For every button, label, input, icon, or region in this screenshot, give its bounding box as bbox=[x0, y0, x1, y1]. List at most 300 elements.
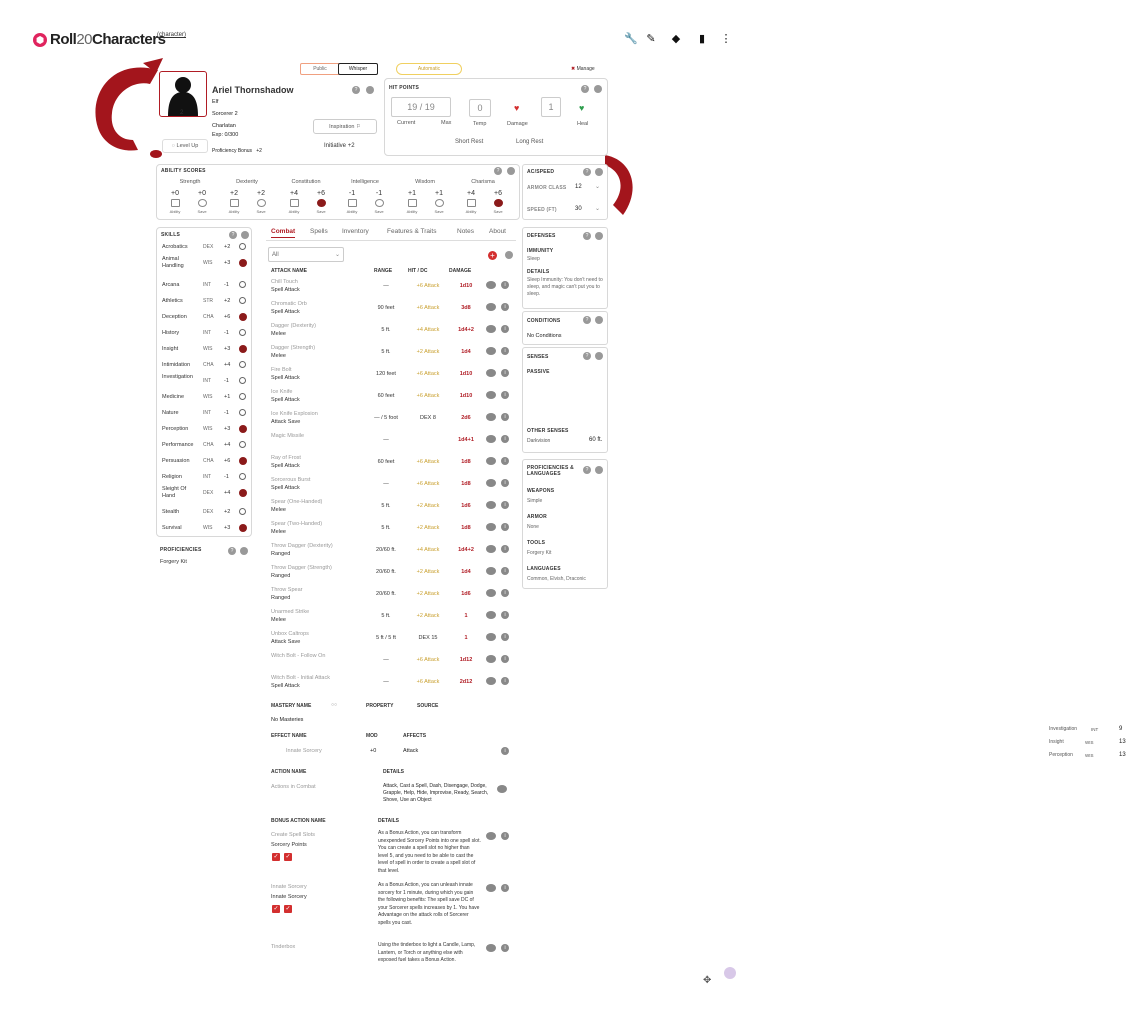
attack-row[interactable] bbox=[270, 321, 515, 343]
attack-damage[interactable]: 1 bbox=[464, 613, 468, 619]
chat-icon[interactable] bbox=[486, 303, 496, 311]
attack-hit[interactable]: +4 Attack bbox=[416, 547, 440, 553]
info-icon[interactable]: i bbox=[501, 655, 509, 663]
bonus-action-name: Innate Sorcery bbox=[271, 884, 307, 890]
ability-score[interactable] bbox=[429, 190, 449, 214]
skill-modifier: +4 bbox=[224, 362, 231, 368]
skill-row[interactable] bbox=[160, 375, 250, 389]
senses-gear-icon[interactable] bbox=[595, 352, 603, 360]
info-icon[interactable]: i bbox=[501, 479, 509, 487]
attack-type: Melee bbox=[271, 507, 286, 513]
skill-proficiency-icon[interactable] bbox=[239, 457, 247, 467]
heal-label: Heal bbox=[577, 121, 589, 127]
hp-title: HIT POINTS bbox=[389, 85, 420, 91]
skill-proficiency-icon[interactable] bbox=[239, 281, 246, 290]
skill-proficiency-icon[interactable] bbox=[239, 259, 247, 269]
conditions-gear-icon[interactable] bbox=[595, 316, 603, 324]
attack-hit[interactable]: +2 Attack bbox=[416, 591, 440, 597]
attack-damage[interactable]: 1d4+1 bbox=[458, 437, 474, 443]
attack-range: — / 5 foot bbox=[374, 415, 398, 421]
chat-icon[interactable] bbox=[486, 832, 496, 840]
skill-proficiency-icon[interactable] bbox=[239, 441, 246, 450]
attack-row[interactable] bbox=[270, 629, 515, 651]
save-check-icon[interactable] bbox=[435, 199, 444, 207]
inspiration-button[interactable] bbox=[313, 119, 377, 134]
skill-name: Intimidation bbox=[162, 362, 191, 368]
skill-name: Acrobatics bbox=[162, 244, 188, 250]
conditions-value: No Conditions bbox=[527, 333, 562, 339]
info-icon[interactable]: i bbox=[501, 413, 509, 421]
damage-heart-icon[interactable]: ♥ bbox=[514, 103, 520, 113]
skill-name: Sleight Of Hand bbox=[162, 486, 187, 499]
initiative-value: +2 bbox=[347, 143, 355, 149]
skills-help-icon[interactable]: ? bbox=[229, 231, 237, 239]
short-rest-button[interactable]: Short Rest bbox=[455, 139, 484, 145]
skill-row[interactable] bbox=[160, 359, 250, 373]
proficiencies-title: PROFICIENCIES bbox=[160, 547, 202, 553]
help-icon[interactable]: ? bbox=[352, 86, 360, 94]
chat-icon[interactable] bbox=[486, 281, 496, 289]
initiative[interactable] bbox=[324, 143, 355, 149]
ac-chevron-icon[interactable]: ⌄ bbox=[595, 184, 601, 190]
hp-help-icon[interactable]: ? bbox=[581, 85, 589, 93]
skill-proficiency-icon[interactable] bbox=[239, 345, 247, 355]
chat-icon[interactable] bbox=[486, 884, 496, 892]
attack-hit[interactable]: +6 Attack bbox=[416, 283, 440, 289]
chat-icon[interactable] bbox=[486, 347, 496, 355]
proficient-icon bbox=[239, 425, 247, 433]
ability-score[interactable] bbox=[402, 190, 422, 214]
chat-icon[interactable] bbox=[486, 435, 496, 443]
chat-icon[interactable] bbox=[486, 523, 496, 531]
skill-proficiency-icon[interactable] bbox=[239, 377, 246, 386]
attack-hit[interactable]: +2 Attack bbox=[416, 569, 440, 575]
tab-spells[interactable]: Spells bbox=[310, 228, 328, 235]
ability-score[interactable] bbox=[192, 190, 212, 214]
skill-row[interactable] bbox=[160, 522, 250, 536]
attack-type: Spell Attack bbox=[271, 397, 300, 403]
ability-score[interactable] bbox=[224, 190, 244, 214]
edit-icon[interactable]: ✎ bbox=[646, 33, 656, 45]
attack-damage[interactable]: 2d12 bbox=[459, 679, 473, 685]
attack-row[interactable] bbox=[270, 365, 515, 387]
use-checkbox[interactable]: ✓ bbox=[273, 906, 279, 912]
attack-hit[interactable]: +4 Attack bbox=[416, 327, 440, 333]
attack-damage[interactable]: 1d4 bbox=[461, 569, 471, 575]
ability-score[interactable] bbox=[251, 190, 271, 214]
attack-gear-icon[interactable] bbox=[505, 251, 513, 259]
skill-proficiency-icon[interactable] bbox=[239, 409, 246, 418]
attack-damage[interactable]: 1d10 bbox=[459, 371, 473, 377]
conditions-help-icon[interactable]: ? bbox=[583, 316, 591, 324]
not-proficient-icon bbox=[239, 361, 246, 368]
chat-icon[interactable] bbox=[486, 479, 496, 487]
proficient-icon bbox=[239, 489, 247, 497]
ability-check-icon[interactable] bbox=[467, 199, 476, 207]
skill-row[interactable] bbox=[160, 311, 250, 325]
attack-row[interactable] bbox=[270, 651, 515, 673]
tab-features-traits[interactable]: Features & Traits bbox=[387, 228, 437, 235]
tab-notes[interactable]: Notes bbox=[457, 228, 474, 235]
ability-title: ABILITY SCORES bbox=[161, 168, 206, 174]
skill-row[interactable] bbox=[160, 327, 250, 341]
skill-proficiency-icon[interactable] bbox=[239, 313, 247, 323]
chat-icon[interactable] bbox=[486, 413, 496, 421]
senses-help-icon[interactable]: ? bbox=[583, 352, 591, 360]
attack-row[interactable] bbox=[270, 497, 515, 519]
conditions-title: CONDITIONS bbox=[527, 318, 561, 324]
skill-row[interactable] bbox=[160, 279, 250, 293]
attack-hit[interactable]: +2 Attack bbox=[416, 503, 440, 509]
skill-ability: INT bbox=[203, 410, 212, 416]
proficiency-value: +2 bbox=[256, 148, 262, 154]
info-icon[interactable]: i bbox=[501, 391, 509, 399]
whisper-toggle[interactable]: Whisper bbox=[338, 63, 378, 75]
attack-hit[interactable]: +2 Attack bbox=[416, 349, 440, 355]
info-icon[interactable]: i bbox=[501, 677, 509, 685]
attack-name-header: ATTACK NAME bbox=[271, 268, 307, 274]
brand-logo[interactable]: Roll20Characters bbox=[50, 31, 166, 48]
info-icon[interactable]: i bbox=[501, 832, 509, 840]
chat-icon[interactable] bbox=[486, 457, 496, 465]
info-icon[interactable]: i bbox=[501, 884, 509, 892]
character-link[interactable]: (character) bbox=[157, 32, 187, 38]
attack-name: Throw Dagger (Strength) bbox=[271, 565, 332, 571]
attack-damage[interactable]: 1d4 bbox=[461, 349, 471, 355]
attack-damage[interactable]: 1d6 bbox=[461, 503, 471, 509]
hp-gear-icon[interactable] bbox=[594, 85, 602, 93]
info-icon[interactable]: i bbox=[501, 457, 509, 465]
damage-label: Damage bbox=[507, 121, 528, 127]
attack-damage[interactable]: 1d12 bbox=[459, 657, 473, 663]
attack-name: Ray of Frost bbox=[271, 455, 301, 461]
attack-range: 5 ft. bbox=[381, 613, 391, 619]
attack-damage[interactable]: 1d4+2 bbox=[458, 327, 474, 333]
ability-check-icon[interactable] bbox=[348, 199, 357, 207]
source-header: SOURCE bbox=[417, 703, 439, 709]
attack-hit[interactable]: +2 Attack bbox=[416, 613, 440, 619]
attack-row[interactable] bbox=[270, 343, 515, 365]
attack-damage[interactable]: 1d8 bbox=[461, 459, 471, 465]
skill-ability: CHA bbox=[203, 314, 214, 320]
hp-amount-input[interactable]: 1 bbox=[541, 97, 561, 117]
attack-filter-select[interactable] bbox=[268, 247, 344, 262]
ability-score[interactable] bbox=[284, 190, 304, 214]
avatar-level: 2 bbox=[180, 110, 184, 116]
skill-row[interactable] bbox=[160, 455, 250, 469]
info-icon[interactable]: i bbox=[501, 523, 509, 531]
ability-score[interactable] bbox=[369, 190, 389, 214]
attack-range: — bbox=[383, 481, 389, 487]
attack-range: 20/60 ft. bbox=[376, 569, 396, 575]
defenses-help-icon[interactable]: ? bbox=[583, 232, 591, 240]
skill-row[interactable] bbox=[160, 471, 250, 485]
tab-about[interactable]: About bbox=[489, 228, 506, 235]
ability-score-value: +2 bbox=[230, 190, 238, 197]
armor-class-label: ARMOR CLASS bbox=[527, 185, 567, 191]
skill-row[interactable] bbox=[160, 487, 250, 501]
skill-row[interactable] bbox=[160, 407, 250, 421]
attack-row[interactable] bbox=[270, 387, 515, 409]
save-check-icon[interactable] bbox=[317, 199, 326, 207]
chat-icon[interactable] bbox=[486, 501, 496, 509]
info-icon[interactable]: i bbox=[501, 633, 509, 641]
not-proficient-icon bbox=[239, 329, 246, 336]
info-icon[interactable]: i bbox=[501, 281, 509, 289]
manage-button[interactable] bbox=[571, 66, 595, 72]
skill-row[interactable] bbox=[160, 343, 250, 357]
attack-name: Ice Knife Explosion bbox=[271, 411, 318, 417]
bonus-details-header: DETAILS bbox=[378, 818, 400, 824]
skill-proficiency-icon[interactable] bbox=[239, 361, 246, 370]
attack-range: 20/60 ft. bbox=[376, 547, 396, 553]
not-proficient-icon bbox=[239, 441, 246, 448]
chat-icon[interactable] bbox=[486, 369, 496, 377]
ability-check-icon[interactable] bbox=[408, 199, 417, 207]
chat-icon[interactable] bbox=[486, 325, 496, 333]
attack-hit[interactable]: DEX 15 bbox=[418, 635, 438, 641]
wrench-icon[interactable]: 🔧 bbox=[624, 33, 638, 45]
attack-hit[interactable]: +6 Attack bbox=[416, 371, 440, 377]
hp-current-max[interactable] bbox=[391, 97, 451, 117]
defenses-title: DEFENSES bbox=[527, 233, 556, 239]
ability-score-value: +1 bbox=[408, 190, 416, 197]
chat-icon[interactable] bbox=[486, 677, 496, 685]
avatar[interactable] bbox=[159, 71, 207, 117]
skill-ability: CHA bbox=[203, 362, 214, 368]
skill-proficiency-icon[interactable] bbox=[239, 297, 246, 306]
chat-icon[interactable] bbox=[486, 633, 496, 641]
profpanel-gear-icon[interactable] bbox=[595, 466, 603, 474]
ability-sub-label: Save bbox=[434, 209, 444, 214]
info-icon[interactable]: i bbox=[501, 589, 509, 597]
ability-sub-label: Save bbox=[374, 209, 384, 214]
level-up-button[interactable] bbox=[162, 139, 208, 153]
attack-damage[interactable]: 1 bbox=[464, 635, 468, 641]
bonus-action-details: As a Bonus Action, you can unleash innate sorcery for 1 minute, during which you gain the following benefits: The spell save DC of your Sorcerer spells increases by 1. You have Advantage on the attack rolls of Sorcerer spells you cast. bbox=[378, 882, 480, 926]
tab-combat[interactable]: Combat bbox=[271, 228, 295, 238]
extension-icon[interactable] bbox=[724, 967, 736, 979]
effect-info-icon[interactable]: i bbox=[501, 747, 509, 755]
save-check-icon[interactable] bbox=[257, 199, 266, 207]
info-icon[interactable]: i bbox=[501, 944, 509, 952]
ac-help-icon[interactable]: ? bbox=[583, 168, 591, 176]
skill-proficiency-icon[interactable] bbox=[239, 425, 247, 435]
info-icon[interactable]: i bbox=[501, 435, 509, 443]
attack-range: — bbox=[383, 657, 389, 663]
tabs-divider bbox=[266, 240, 516, 241]
attack-name: Unarmed Strike bbox=[271, 609, 310, 615]
attack-hit[interactable]: +6 Attack bbox=[416, 305, 440, 311]
attack-hit[interactable]: +6 Attack bbox=[416, 459, 440, 465]
attack-range: 5 ft / 5 ft bbox=[376, 635, 396, 641]
attack-type: Spell Attack bbox=[271, 309, 300, 315]
book-icon[interactable]: ▮ bbox=[698, 33, 706, 45]
use-checkbox[interactable]: ✓ bbox=[285, 906, 291, 912]
ability-score[interactable] bbox=[461, 190, 481, 214]
skill-ability: WIS bbox=[203, 394, 213, 400]
filter-value: All bbox=[272, 252, 279, 258]
info-icon[interactable]: i bbox=[501, 325, 509, 333]
attack-row[interactable] bbox=[270, 475, 515, 497]
speed-chevron-icon[interactable]: ⌄ bbox=[595, 206, 601, 212]
ability-gear-icon[interactable] bbox=[507, 167, 515, 175]
proficient-icon bbox=[239, 313, 247, 321]
move-icon[interactable]: ✥ bbox=[703, 975, 712, 986]
skill-ability: WIS bbox=[203, 426, 213, 432]
ability-check-icon[interactable] bbox=[171, 199, 180, 207]
chat-icon[interactable] bbox=[486, 589, 496, 597]
add-attack-button[interactable]: + bbox=[488, 251, 497, 260]
character-class: Sorcerer 2 bbox=[212, 111, 238, 117]
attack-row[interactable] bbox=[270, 453, 515, 475]
attack-hit[interactable]: +6 Attack bbox=[416, 481, 440, 487]
chat-icon[interactable] bbox=[486, 944, 496, 952]
attack-name: Fire Bolt bbox=[271, 367, 292, 373]
attack-row[interactable] bbox=[270, 541, 515, 563]
skill-proficiency-icon[interactable] bbox=[239, 508, 246, 517]
proficiencies-languages-panel bbox=[522, 459, 608, 589]
info-icon[interactable]: i bbox=[501, 369, 509, 377]
attack-row[interactable] bbox=[270, 409, 515, 431]
attack-damage[interactable]: 1d6 bbox=[461, 591, 471, 597]
info-icon[interactable]: i bbox=[501, 303, 509, 311]
use-checkbox[interactable]: ✓ bbox=[285, 854, 291, 860]
chat-icon[interactable] bbox=[486, 611, 496, 619]
defenses-gear-icon[interactable] bbox=[595, 232, 603, 240]
ability-score[interactable] bbox=[488, 190, 508, 214]
info-icon[interactable]: i bbox=[501, 501, 509, 509]
ability-name: Wisdom bbox=[415, 179, 435, 185]
skill-row[interactable] bbox=[160, 439, 250, 453]
info-icon[interactable]: i bbox=[501, 347, 509, 355]
long-rest-button[interactable]: Long Rest bbox=[516, 139, 544, 145]
chat-icon[interactable] bbox=[486, 391, 496, 399]
heal-heart-icon[interactable]: ♥ bbox=[579, 103, 585, 113]
proficient-icon bbox=[239, 524, 247, 532]
automatic-toggle[interactable]: Automatic bbox=[396, 63, 462, 75]
ability-score[interactable] bbox=[342, 190, 362, 214]
save-check-icon[interactable] bbox=[375, 199, 384, 207]
attack-type: Attack Save bbox=[271, 419, 301, 425]
sense-name: Insight bbox=[1049, 739, 1064, 745]
attack-row[interactable] bbox=[270, 277, 515, 299]
proficient-icon bbox=[239, 259, 247, 267]
attack-row[interactable] bbox=[270, 585, 515, 607]
initiative-label: Initiative bbox=[324, 143, 347, 149]
attack-hit[interactable]: +6 Attack bbox=[416, 393, 440, 399]
ac-speed-panel bbox=[522, 164, 608, 220]
attack-row[interactable] bbox=[270, 431, 515, 453]
ability-help-icon[interactable]: ? bbox=[494, 167, 502, 175]
hp-temp-input[interactable]: 0 bbox=[469, 99, 491, 117]
use-checkbox[interactable]: ✓ bbox=[273, 854, 279, 860]
skill-row[interactable] bbox=[160, 506, 250, 520]
attack-type: Melee bbox=[271, 529, 286, 535]
skills-gear-icon[interactable] bbox=[241, 231, 249, 239]
save-check-icon[interactable] bbox=[494, 199, 503, 207]
info-icon[interactable]: i bbox=[501, 545, 509, 553]
attack-damage[interactable]: 1d10 bbox=[459, 393, 473, 399]
info-icon[interactable]: i bbox=[501, 567, 509, 575]
skill-row[interactable] bbox=[160, 241, 250, 255]
attack-damage[interactable]: 2d6 bbox=[461, 415, 471, 421]
attack-damage[interactable]: 1d10 bbox=[459, 283, 473, 289]
ability-score[interactable] bbox=[311, 190, 331, 214]
skill-row[interactable] bbox=[160, 295, 250, 309]
attack-damage[interactable]: 1d8 bbox=[461, 525, 471, 531]
range-header: RANGE bbox=[374, 268, 393, 274]
skill-proficiency-icon[interactable] bbox=[239, 524, 247, 534]
skill-proficiency-icon[interactable] bbox=[239, 243, 246, 252]
attack-row[interactable] bbox=[270, 673, 515, 695]
skill-proficiency-icon[interactable] bbox=[239, 489, 247, 499]
tab-inventory[interactable]: Inventory bbox=[342, 228, 369, 235]
skill-proficiency-icon[interactable] bbox=[239, 393, 246, 402]
attack-hit[interactable]: +6 Attack bbox=[416, 679, 440, 685]
manage-icon: ✖ bbox=[571, 66, 576, 72]
attack-row[interactable] bbox=[270, 607, 515, 629]
skill-row[interactable] bbox=[160, 423, 250, 437]
ability-check-icon[interactable] bbox=[290, 199, 299, 207]
attack-hit[interactable]: DEX 8 bbox=[420, 415, 436, 421]
ability-name: Dexterity bbox=[236, 179, 258, 185]
public-toggle[interactable]: Public bbox=[300, 63, 340, 75]
dice-icon[interactable]: ◆ bbox=[671, 33, 681, 45]
chat-icon[interactable] bbox=[486, 567, 496, 575]
skill-modifier: +1 bbox=[224, 394, 231, 400]
more-icon[interactable]: ⋮ bbox=[720, 33, 732, 45]
ac-gear-icon[interactable] bbox=[595, 168, 603, 176]
ability-score[interactable] bbox=[165, 190, 185, 214]
tools-value: Forgery Kit bbox=[527, 550, 552, 556]
attack-row[interactable] bbox=[270, 519, 515, 541]
attack-row[interactable] bbox=[270, 299, 515, 321]
attack-hit[interactable]: +6 Attack bbox=[416, 657, 440, 663]
attack-damage[interactable]: 3d8 bbox=[461, 305, 471, 311]
mastery-link-icon[interactable]: ○○ bbox=[331, 702, 338, 708]
chat-icon[interactable] bbox=[486, 545, 496, 553]
inspiration-icon: ⚐ bbox=[355, 124, 361, 130]
attack-damage[interactable]: 1d4+2 bbox=[458, 547, 474, 553]
skill-proficiency-icon[interactable] bbox=[239, 473, 246, 482]
skill-row[interactable] bbox=[160, 257, 250, 271]
attack-hit[interactable]: +2 Attack bbox=[416, 525, 440, 531]
attack-range: 60 feet bbox=[377, 459, 395, 465]
skill-row[interactable] bbox=[160, 391, 250, 405]
hp-current: 19 bbox=[407, 102, 418, 112]
skill-proficiency-icon[interactable] bbox=[239, 329, 246, 338]
attack-damage[interactable]: 1d8 bbox=[461, 481, 471, 487]
gear-icon[interactable] bbox=[366, 86, 374, 94]
no-masteries-text: No Masteries bbox=[271, 717, 304, 723]
skill-name: Insight bbox=[162, 346, 179, 352]
profpanel-help-icon[interactable]: ? bbox=[583, 466, 591, 474]
attack-row[interactable] bbox=[270, 563, 515, 585]
chat-icon[interactable] bbox=[486, 655, 496, 663]
proficiencies-help-icon[interactable]: ? bbox=[228, 547, 236, 555]
skill-ability: DEX bbox=[203, 509, 214, 515]
save-check-icon[interactable] bbox=[198, 199, 207, 207]
character-background: Charlatan bbox=[212, 123, 236, 129]
proficiencies-gear-icon[interactable] bbox=[240, 547, 248, 555]
skill-name: Medicine bbox=[162, 394, 185, 400]
ability-check-icon[interactable] bbox=[230, 199, 239, 207]
info-icon[interactable]: i bbox=[501, 611, 509, 619]
languages-label: LANGUAGES bbox=[527, 566, 561, 572]
proficient-icon bbox=[239, 457, 247, 465]
action-chat-icon[interactable] bbox=[497, 785, 507, 793]
